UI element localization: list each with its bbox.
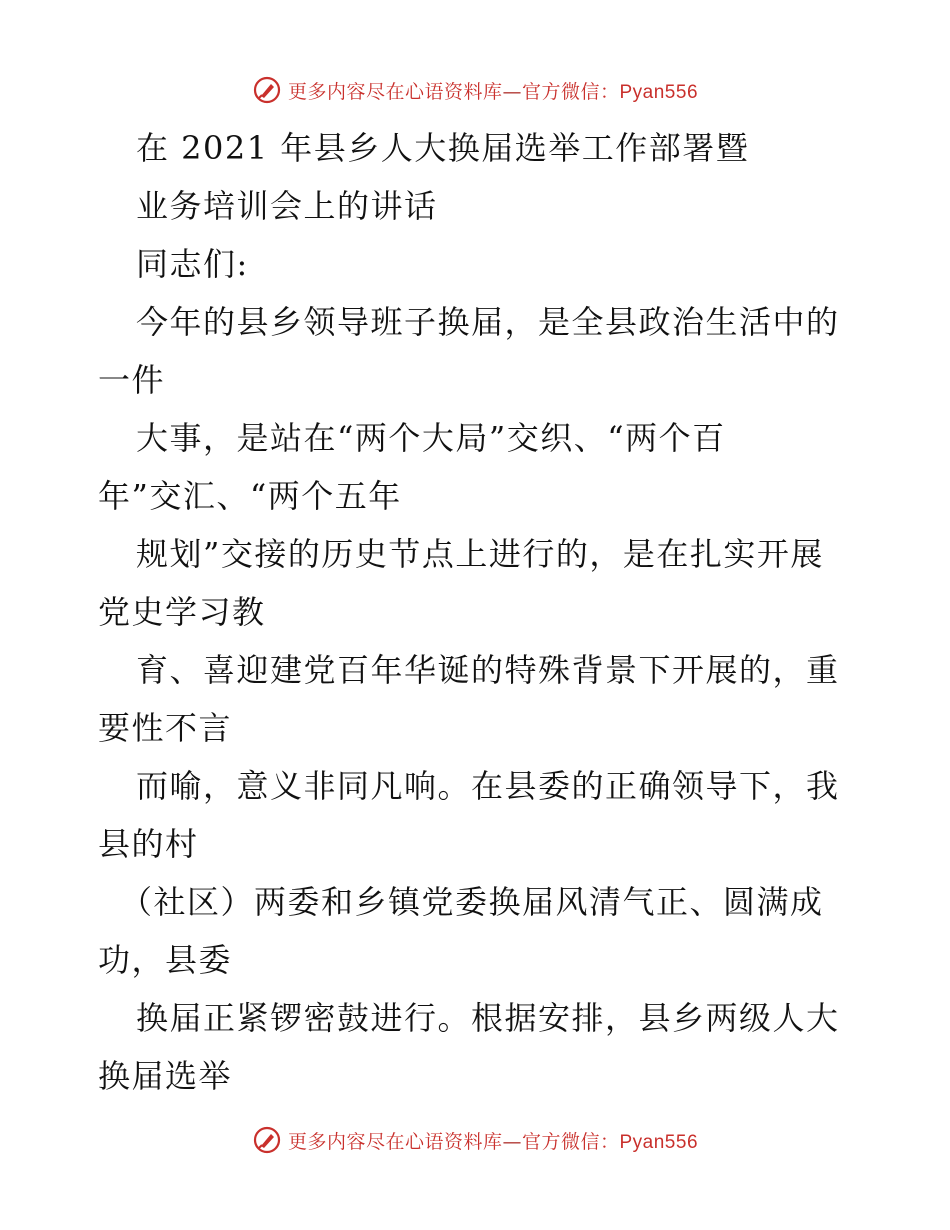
watermark-handle: Pyan556 [619, 81, 699, 103]
doc-line: 功，县委 [98, 941, 233, 979]
watermark-wechat: 官方微信： [521, 1130, 620, 1153]
doc-salutation: 同志们: [136, 245, 249, 283]
doc-line: 规划”交接的历史节点上进行的，是在扎实开展 [136, 535, 824, 573]
header-watermark [0, 70, 950, 110]
watermark-wechat: 官方微信： [521, 80, 620, 103]
doc-line: 今年的县乡领导班子换届，是全县政治生活中的 [136, 303, 840, 341]
watermark-site: 更多内容尽在心语资料库 [287, 80, 503, 103]
doc-line: 要性不言 [98, 709, 233, 747]
watermark-text [288, 77, 698, 104]
pen-nib-circle-icon [252, 1125, 282, 1155]
footer-watermark [0, 1120, 950, 1160]
doc-line: 换届正紧锣密鼓进行。根据安排，县乡两级人大 [136, 999, 840, 1037]
watermark-dash: — [502, 1130, 522, 1153]
watermark-handle: Pyan556 [619, 1131, 699, 1153]
pen-nib-circle-icon [252, 75, 282, 105]
doc-line: 一件 [98, 361, 166, 399]
doc-title-line-2: 业务培训会上的讲话 [136, 187, 438, 225]
doc-line: 育、喜迎建党百年华诞的特殊背景下开展的，重 [136, 651, 840, 689]
doc-line: 党史学习教 [98, 593, 266, 631]
doc-line: 大事，是站在“两个大局”交织、“两个百 [136, 419, 726, 457]
doc-title-line-1: 在 2021 年县乡人大换届选举工作部署暨 [136, 129, 750, 167]
doc-line: 而喻，意义非同凡响。在县委的正确领导下，我 [136, 767, 840, 805]
watermark-site: 更多内容尽在心语资料库 [287, 1130, 503, 1153]
watermark-dash: — [502, 80, 522, 103]
doc-line: 换届选举 [98, 1057, 233, 1095]
doc-line: 县的村 [98, 825, 199, 863]
watermark-text [288, 1127, 698, 1154]
doc-line: 年”交汇、“两个五年 [98, 477, 402, 515]
doc-line: （社区）两委和乡镇党委换届风清气正、圆满成 [120, 883, 824, 921]
